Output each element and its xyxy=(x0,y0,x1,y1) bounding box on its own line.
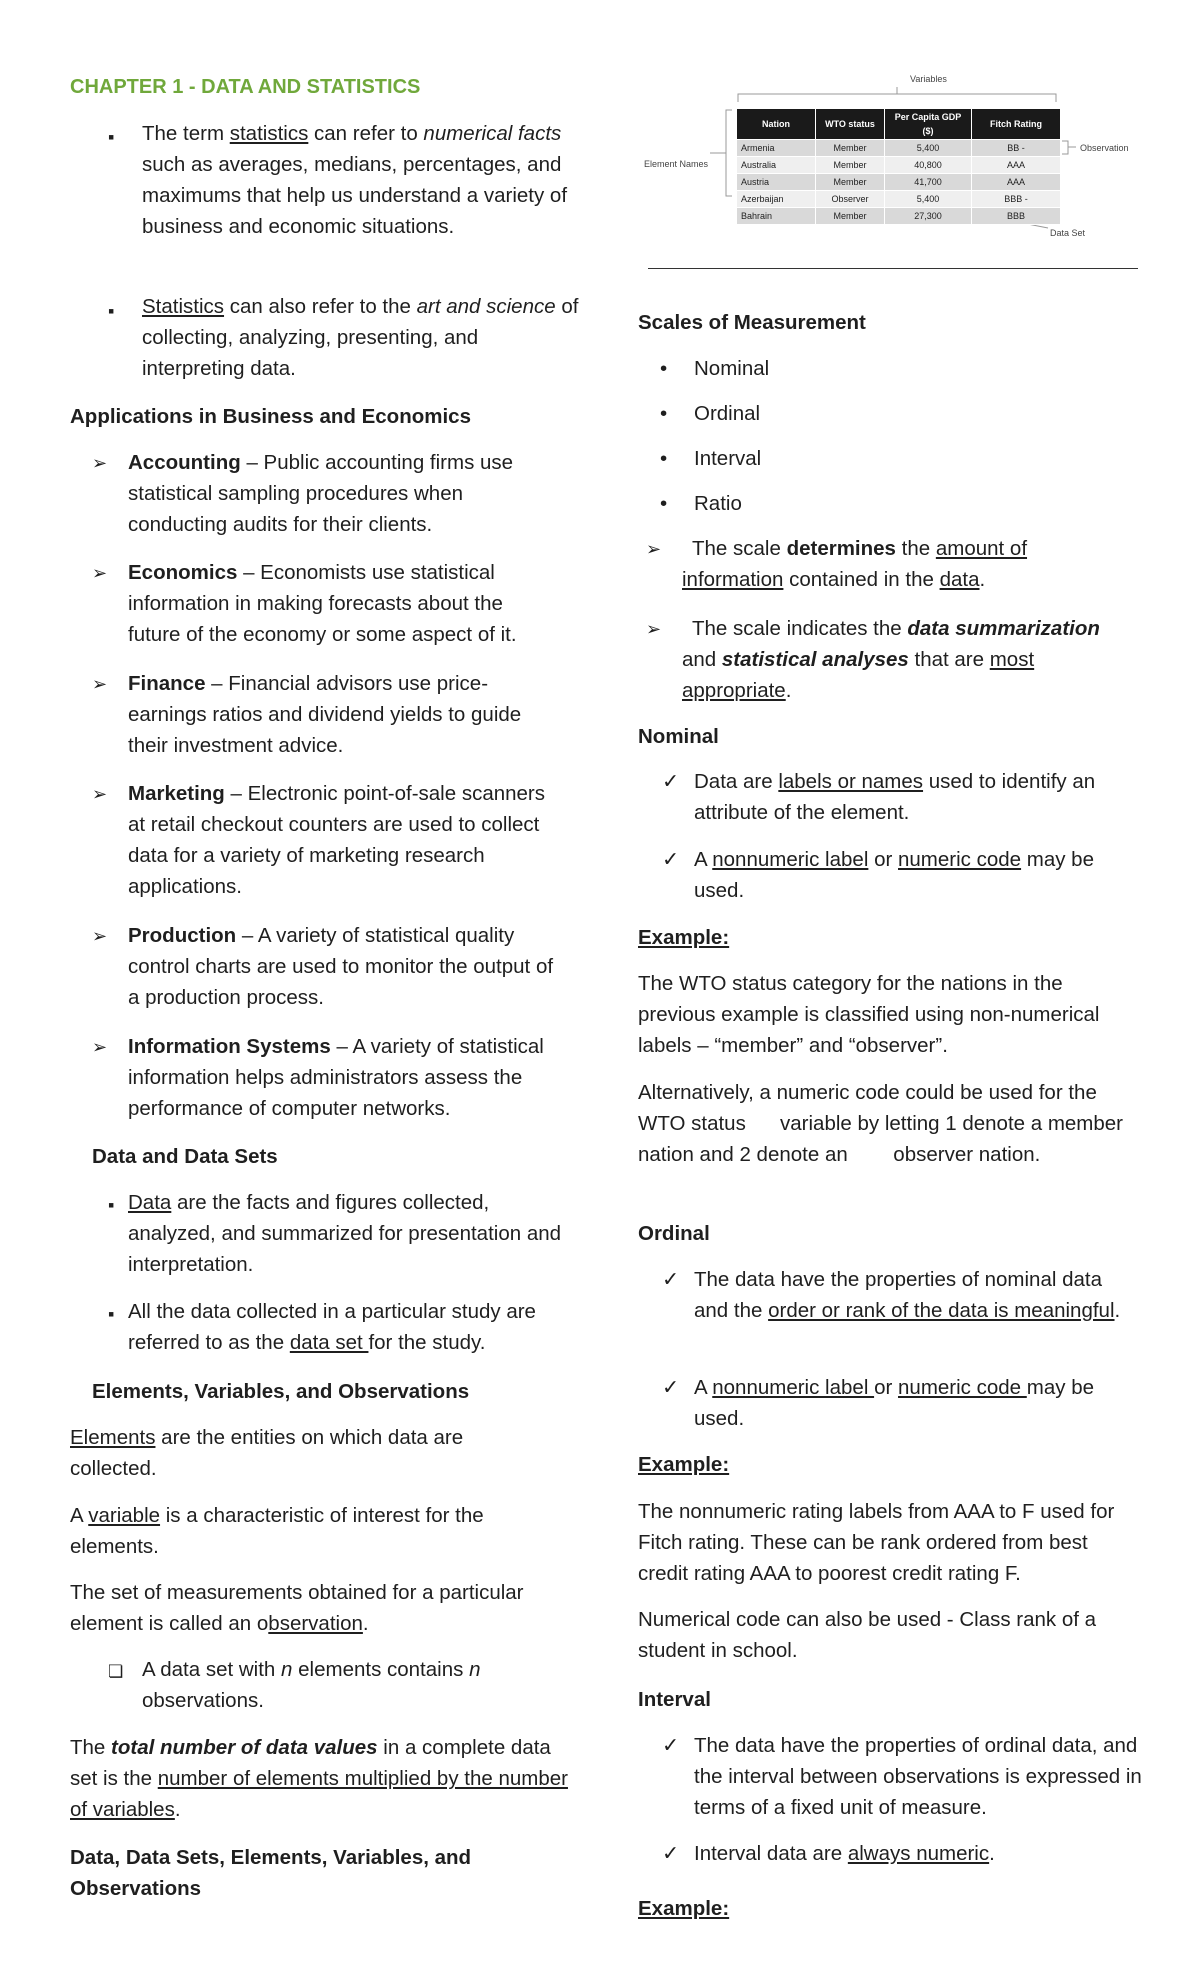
scale-nominal: Nominal xyxy=(694,357,770,380)
check-bullet-icon: ✓ xyxy=(662,770,680,793)
example-label: Example: xyxy=(638,1897,730,1920)
data-set-label: Data Set xyxy=(1050,228,1086,238)
nominal-heading: Nominal xyxy=(638,725,719,748)
application-information-systems: Information Systems – A variety of statistical information helps administrators assess the performance of computer networks. xyxy=(128,1035,544,1120)
ordinal-heading: Ordinal xyxy=(638,1222,710,1245)
round-bullet-icon: • xyxy=(660,357,668,380)
nominal-example-1: The WTO status category for the nations in the previous example is classified using non-numerical labels – “member” and “observer”. xyxy=(638,972,1100,1057)
data-set-definition: All the data collected in a particular study are referred to as the data set for the study. xyxy=(128,1300,536,1354)
scale-interval: Interval xyxy=(694,447,762,470)
check-bullet-icon: ✓ xyxy=(662,1734,680,1757)
table-cell: Member xyxy=(816,157,885,174)
table-header: Nation xyxy=(737,109,816,140)
round-bullet-icon: • xyxy=(660,492,668,515)
check-bullet-icon: ✓ xyxy=(662,1376,680,1399)
table-cell: Armenia xyxy=(737,140,816,157)
arrow-bullet-icon: ➢ xyxy=(92,453,108,473)
table-cell: 5,400 xyxy=(885,140,972,157)
table-header: WTO status xyxy=(816,109,885,140)
example-label: Example: xyxy=(638,926,730,949)
variable-definition: A variable is a characteristic of interest for the elements. xyxy=(70,1504,484,1558)
section-divider xyxy=(648,268,1138,269)
table-cell: Member xyxy=(816,208,885,225)
arrow-bullet-icon: ➢ xyxy=(92,563,108,583)
table-header: Per Capita GDP ($) xyxy=(885,109,972,140)
arrow-bullet-icon: ➢ xyxy=(646,539,662,559)
ordinal-example-2: Numerical code can also be used - Class rank of a student in school. xyxy=(638,1608,1097,1662)
n-elements-statement: A data set with n elements contains n observations. xyxy=(142,1658,481,1712)
table-cell: 40,800 xyxy=(885,157,972,174)
interval-point-2: Interval data are always numeric. xyxy=(694,1842,995,1865)
square-bullet-icon: ▪ xyxy=(108,127,115,147)
scale-note-2: The scale indicates the data summarization and statistical analyses that are most appropriate. xyxy=(682,617,1100,702)
application-economics: Economics – Economists use statistical information in making forecasts about the future of the economy or some aspect of it. xyxy=(128,561,517,646)
square-bullet-icon: ▪ xyxy=(108,1304,115,1324)
table-row xyxy=(737,191,1061,208)
table-cell: Australia xyxy=(737,157,816,174)
check-bullet-icon: ✓ xyxy=(662,1842,680,1865)
elements-heading: Elements, Variables, and Observations xyxy=(92,1380,470,1403)
final-heading: Data, Data Sets, Elements, Variables, and Observations xyxy=(70,1846,472,1900)
variables-label: Variables xyxy=(910,74,947,84)
observation-definition: The set of measurements obtained for a particular element is called an observation. xyxy=(70,1581,524,1635)
table-cell: BB - xyxy=(972,140,1061,157)
arrow-bullet-icon: ➢ xyxy=(92,1037,108,1057)
square-bullet-icon: ▪ xyxy=(108,1195,115,1215)
application-finance: Finance – Financial advisors use price-earnings ratios and dividend yields to guide their investment advice. xyxy=(128,672,522,757)
table-cell: 41,700 xyxy=(885,174,972,191)
round-bullet-icon: • xyxy=(660,447,668,470)
table-cell: BBB - xyxy=(972,191,1061,208)
intro-paragraph-2: Statistics can also refer to the art and science of collecting, analyzing, presenting, and interpreting data. xyxy=(142,295,579,380)
interval-point-1: The data have the properties of ordinal data, and the interval between observations is expressed in terms of a fixed unit of measure. xyxy=(694,1734,1142,1819)
nominal-point-1: Data are labels or names used to identify an attribute of the element. xyxy=(694,770,1096,824)
observation-label: Observation xyxy=(1080,143,1129,153)
table-row xyxy=(737,140,1061,157)
table-cell: Bahrain xyxy=(737,208,816,225)
element-names-label: Element Names xyxy=(644,159,709,169)
table-row xyxy=(737,174,1061,191)
scale-ordinal: Ordinal xyxy=(694,402,761,425)
chapter-title: CHAPTER 1 - DATA AND STATISTICS xyxy=(70,76,421,98)
application-accounting: Accounting – Public accounting firms use statistical sampling procedures when conducting audits for their clients. xyxy=(128,451,514,536)
scales-heading: Scales of Measurement xyxy=(638,311,866,334)
arrow-bullet-icon: ➢ xyxy=(92,674,108,694)
table-cell: 5,400 xyxy=(885,191,972,208)
nominal-point-2: A nonnumeric label or numeric code may be used. xyxy=(694,848,1094,902)
arrow-bullet-icon: ➢ xyxy=(92,784,108,804)
data-definition: Data are the facts and figures collected, analyzed, and summarized for presentation and interpretation. xyxy=(128,1191,562,1276)
arrow-bullet-icon: ➢ xyxy=(646,619,662,639)
table-cell: 27,300 xyxy=(885,208,972,225)
table-cell: Azerbaijan xyxy=(737,191,816,208)
arrow-bullet-icon: ➢ xyxy=(92,926,108,946)
total-data-values-statement: The total number of data values in a complete data set is the number of elements multiplied by the number of variables. xyxy=(70,1736,568,1821)
data-heading: Data and Data Sets xyxy=(92,1145,278,1168)
table-cell: BBB xyxy=(972,208,1061,225)
example-label: Example: xyxy=(638,1453,730,1476)
data-set-figure xyxy=(638,70,1138,240)
round-bullet-icon: • xyxy=(660,402,668,425)
ordinal-example-1: The nonnumeric rating labels from AAA to F used for Fitch rating. These can be rank ordered from best credit rating AAA to poorest credit rating F. xyxy=(638,1500,1115,1585)
check-bullet-icon: ✓ xyxy=(662,1268,680,1291)
application-production: Production – A variety of statistical quality control charts are used to monitor the output of a production process. xyxy=(128,924,554,1009)
elements-definition: Elements are the entities on which data are collected. xyxy=(70,1426,464,1480)
intro-paragraph-1: The term statistics can refer to numerical facts such as averages, medians, percentages, and maximums that help us understand a variety of business and economic situations. xyxy=(142,122,568,238)
table-header: Fitch Rating xyxy=(972,109,1061,140)
checkbox-bullet-icon: ❏ xyxy=(108,1662,124,1681)
nation-data-table xyxy=(736,108,1061,225)
application-marketing: Marketing – Electronic point-of-sale scanners at retail checkout counters are used to collect data for a variety of marketing research applications. xyxy=(128,782,546,898)
interval-heading: Interval xyxy=(638,1688,711,1711)
ordinal-point-2: A nonnumeric label or numeric code may be used. xyxy=(694,1376,1095,1430)
nominal-example-2: Alternatively, a numeric code could be used for the WTO status variable by letting 1 denote a member nation and 2 denote an observer nation. xyxy=(638,1081,1129,1166)
square-bullet-icon: ▪ xyxy=(108,301,115,321)
table-row xyxy=(737,208,1061,225)
table-cell: AAA xyxy=(972,174,1061,191)
table-cell: AAA xyxy=(972,157,1061,174)
table-cell: Observer xyxy=(816,191,885,208)
table-cell: Member xyxy=(816,174,885,191)
ordinal-point-1: The data have the properties of nominal data and the order or rank of the data is meaningful. xyxy=(694,1268,1121,1322)
table-cell: Austria xyxy=(737,174,816,191)
scale-ratio: Ratio xyxy=(694,492,742,515)
scale-note-1: The scale determines the amount of information contained in the data. xyxy=(682,537,1028,591)
applications-heading: Applications in Business and Economics xyxy=(70,405,471,428)
check-bullet-icon: ✓ xyxy=(662,848,680,871)
table-row xyxy=(737,157,1061,174)
table-cell: Member xyxy=(816,140,885,157)
table-header-row xyxy=(737,109,1061,140)
